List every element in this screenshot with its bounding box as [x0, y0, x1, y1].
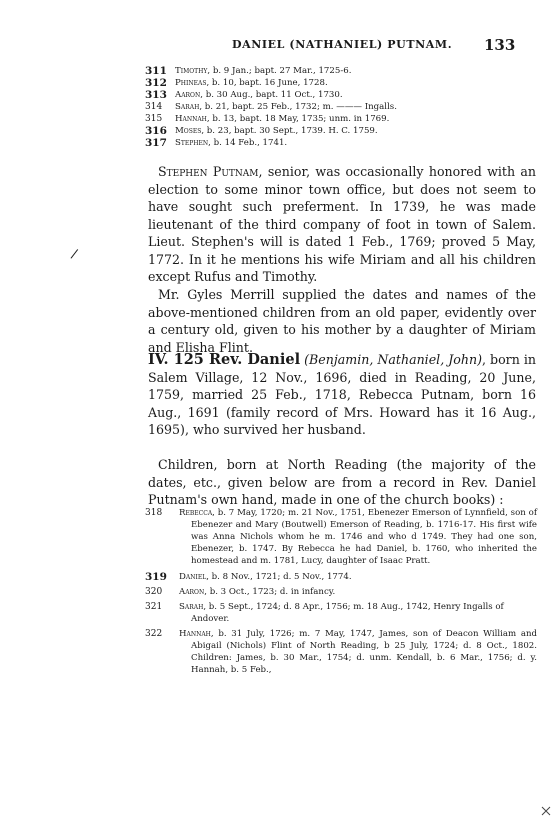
paragraph-text: Children, born at North Reading (the majority of the dates, etc., given below are from a record in Rev. Daniel Putnam's own hand, made in one of the church books) :: [148, 457, 536, 507]
entry-name: Phineas: [175, 78, 207, 88]
list-item: [145, 90, 535, 102]
list-item: [145, 126, 535, 138]
paragraph-children-intro: [148, 456, 536, 509]
entry-text: , b. 30 Aug., bapt. 11 Oct., 1730.: [200, 90, 343, 100]
header-title: DANIEL (NATHANIEL) PUTNAM.: [232, 38, 453, 51]
paragraph-stephen-putnam: [148, 163, 536, 286]
entry-heading: IV. 125 Rev. Daniel: [148, 351, 301, 368]
entry-name: Daniel: [179, 572, 207, 582]
paragraph-rev-daniel: [148, 351, 536, 439]
list-item: [145, 628, 537, 676]
paragraph-text: , born in Salem Village, 12 Nov., 1696, died in Reading, 20 June, 1759, married 25 Feb., 1718, Rebecca Putnam, born 16 Aug., 1691 (family record of Mrs. Howard has it 16 Aug., 1695), who survived her husband.: [148, 352, 536, 437]
entry-name: Hannah: [175, 114, 207, 124]
entry-number: 311: [145, 65, 167, 77]
entry-text: , b. 8 Nov., 1721; d. 5 Nov., 1774.: [206, 572, 352, 582]
entry-number: 320: [145, 587, 163, 597]
entry-text: , b. 7 May, 1720; m. 21 Nov., 1751, Ebenezer Emerson of Lynnfield, son of Ebenezer and Mary (Boutwell) Emerson of Reading, b. 1716-17. His first wife was Anna Nichols whom he m. 1746 and who d 1749. They had one son, Ebenezer, b. 1747. By Rebecca he had Daniel, b. 1760, who inherited the homestead and m. 1781, Lucy, daughter of Isaac Pratt.: [191, 508, 537, 566]
list-item: [145, 586, 537, 598]
paragraph-text: Mr. Gyles Merrill supplied the dates and names of the above-mentioned children from an old paper, evidently over a century old, given to his mother by a daughter of Miriam and Elisha Flint.: [148, 287, 536, 355]
lineage: (Benjamin, Nathaniel, John): [304, 352, 482, 367]
entry-text: , b. 3 Oct., 1723; d. in infancy.: [204, 587, 336, 597]
entry-number: 321: [145, 602, 163, 612]
entry-text: , b. 10, bapt. 16 June, 1728.: [206, 78, 328, 88]
entry-name: Sarah: [179, 602, 204, 612]
entry-text: , b. 5 Sept., 1724; d. 8 Apr., 1756; m. 18 Aug., 1742, Henry Ingalls of Andover.: [191, 602, 504, 624]
page-corner-mark-icon: [540, 805, 552, 817]
entry-text: , b. 23, bapt. 30 Sept., 1739. H. C. 1759.: [201, 126, 378, 136]
entry-number: 318: [145, 508, 163, 518]
running-header: [0, 38, 559, 56]
paragraph-source-note: [148, 286, 536, 356]
list-item: [145, 78, 535, 90]
entry-number: 316: [145, 125, 167, 137]
list-item: [145, 507, 537, 567]
entry-text: , b. 31 July, 1726; m. 7 May, 1747, James, son of Deacon William and Abigail (Nichols) Flint of North Reading, b 25 July, 1724; d. 8 Oct., 1802. Children: James, b. 30 Mar., 1754; d. unm. Kendall, b. 6 Mar., 1756; d. y. Hannah, b. 5 Feb.,: [191, 629, 537, 675]
entry-number: 319: [145, 571, 167, 583]
entry-name: Hannah: [179, 629, 211, 639]
entry-name: Aaron: [175, 90, 201, 100]
list-item: [145, 138, 535, 150]
page-number: 133: [484, 36, 516, 54]
children-list-daniel: [145, 507, 537, 676]
list-item: [145, 601, 537, 625]
entry-text: , b. 21, bapt. 25 Feb., 1732; m. ——— Ingalls.: [199, 102, 397, 112]
entry-text: , b. 9 Jan.; bapt. 27 Mar., 1725-6.: [207, 66, 352, 76]
entry-name: Stephen: [175, 138, 209, 148]
list-item: [145, 571, 537, 583]
entry-name: Aaron: [179, 587, 205, 597]
entry-number: 313: [145, 89, 167, 101]
entry-name: Rebecca: [179, 508, 213, 518]
entry-number: 322: [145, 629, 163, 639]
paragraph-text: , senior, was occasionally honored with an election to some minor town office, but does not seem to have sought such preferment. In 1739, he was made lieutenant of the third company of foot in town of Salem. Lieut. Stephen's will is dated 1 Feb., 1769; proved 5 May, 1772. In it he mentions his wife Miriam and all his children except Rufus and Timothy.: [148, 164, 536, 284]
list-item: [145, 66, 535, 78]
children-list-stephen: [145, 66, 535, 150]
entry-name: Sarah: [175, 102, 200, 112]
entry-text: , b. 14 Feb., 1741.: [208, 138, 288, 148]
entry-number: 312: [145, 77, 167, 89]
entry-number: 317: [145, 137, 167, 149]
entry-name: Timothy: [175, 66, 208, 76]
margin-pencil-mark: /: [69, 246, 79, 263]
entry-text: , b. 13, bapt. 18 May, 1735; unm. in 1769.: [206, 114, 390, 124]
entry-number: 314: [145, 102, 163, 112]
person-name: Stephen Putnam: [158, 164, 259, 179]
entry-name: Moses: [175, 126, 202, 136]
list-item: [145, 102, 535, 114]
list-item: [145, 114, 535, 126]
entry-number: 315: [145, 114, 163, 124]
